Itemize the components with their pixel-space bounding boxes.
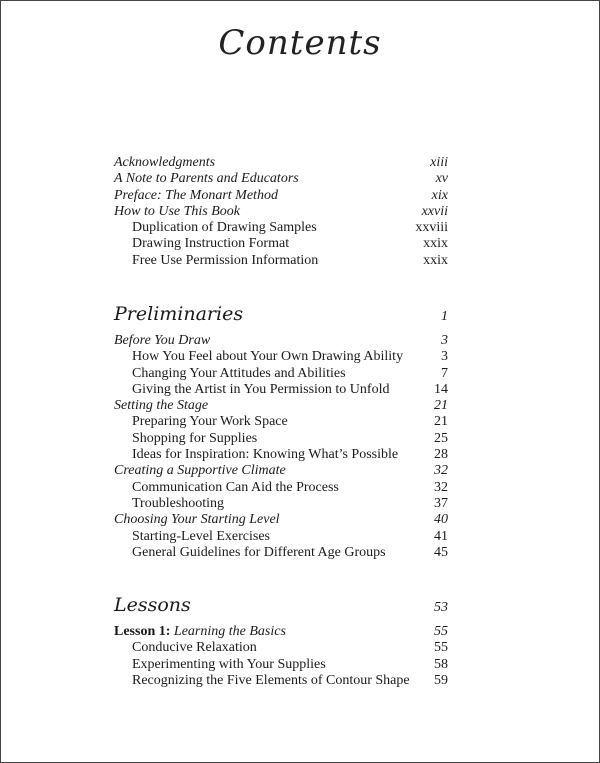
entry-label: Experimenting with Your Supplies	[132, 656, 326, 672]
entry-label: How You Feel about Your Own Drawing Ability	[132, 349, 404, 365]
entry-page: 40	[434, 512, 448, 528]
entry-page: 21	[434, 398, 448, 414]
entry-label: Giving the Artist in You Permission to Unfold	[132, 381, 390, 397]
entry-label: Drawing Instruction Format	[132, 236, 290, 252]
toc-entry	[114, 333, 448, 349]
entry-label: How to Use This Book	[114, 203, 240, 219]
entry-label: Choosing Your Starting Level	[114, 512, 280, 528]
toc-subentry	[114, 414, 448, 430]
entry-page: xxix	[423, 252, 448, 268]
entry-label: Conducive Relaxation	[132, 640, 257, 656]
entry-label: Recognizing the Five Elements of Contour Shape	[132, 672, 410, 688]
toc-subentry	[114, 382, 448, 398]
entry-page: xxvii	[421, 203, 448, 219]
toc-entry	[114, 512, 448, 528]
entry-label: A Note to Parents and Educators	[114, 171, 299, 187]
entry-page: 32	[434, 463, 448, 479]
entry-label: Preparing Your Work Space	[132, 414, 288, 430]
toc-subentry	[114, 366, 448, 382]
toc-subentry	[114, 480, 448, 496]
toc-entry-lesson	[114, 624, 448, 640]
entry-page: 32	[434, 479, 448, 495]
toc-subentry	[114, 640, 448, 656]
entry-page: 59	[434, 672, 448, 688]
entry-page: 28	[434, 447, 448, 463]
toc-subentry	[114, 253, 448, 269]
toc-subentry	[114, 349, 448, 365]
preliminaries-list	[114, 333, 448, 561]
entry-label: General Guidelines for Different Age Groups	[132, 544, 386, 560]
entry-page: 3	[441, 349, 448, 365]
entry-page: 21	[434, 414, 448, 430]
entry-page: xxix	[423, 236, 448, 252]
toc-subentry	[114, 496, 448, 512]
toc-entry	[114, 155, 448, 171]
entry-label: Starting-Level Exercises	[132, 528, 271, 544]
entry-label: Ideas for Inspiration: Knowing What’s Possible	[132, 447, 399, 463]
section-page: 53	[434, 600, 448, 615]
toc-entry	[114, 204, 448, 220]
toc-subentry	[114, 431, 448, 447]
entry-label: Shopping for Supplies	[132, 430, 258, 446]
entry-page: xix	[431, 187, 448, 203]
entry-page: xiii	[430, 155, 448, 170]
toc-subentry	[114, 545, 448, 561]
entry-label: Changing Your Attitudes and Abilities	[132, 365, 346, 381]
toc-entry	[114, 398, 448, 414]
toc-subentry	[114, 673, 448, 689]
entry-page: 25	[434, 430, 448, 446]
entry-label: Setting the Stage	[114, 398, 209, 414]
front-matter-list	[114, 155, 448, 269]
section-title: Preliminaries	[114, 303, 244, 325]
section-heading	[114, 303, 448, 329]
entry-label: Preface: The Monart Method	[114, 187, 278, 203]
toc-entry	[114, 463, 448, 479]
entry-page: 7	[441, 365, 448, 381]
toc-subentry	[114, 529, 448, 545]
entry-page: 58	[434, 656, 448, 672]
lesson-prefix: Lesson 1:	[114, 624, 171, 639]
toc-subentry	[114, 220, 448, 236]
lesson-title: Learning the Basics	[173, 624, 286, 639]
entry-label: Free Use Permission Information	[132, 252, 319, 268]
entry-label: Duplication of Drawing Samples	[132, 220, 317, 236]
section-heading	[114, 594, 448, 620]
entry-page: 14	[434, 381, 448, 397]
lessons-section	[114, 594, 448, 620]
preliminaries-section	[114, 303, 448, 329]
toc-subentry	[114, 657, 448, 673]
toc-subentry	[114, 447, 448, 463]
entry-page: xv	[435, 171, 448, 187]
entry-page: 55	[434, 624, 448, 639]
entry-label: Creating a Supportive Climate	[114, 463, 286, 479]
entry-page: 45	[434, 544, 448, 560]
entry-label	[114, 624, 286, 640]
entry-label: Troubleshooting	[132, 495, 225, 511]
toc-entry	[114, 188, 448, 204]
entry-label: Before You Draw	[114, 333, 211, 348]
entry-page: xxviii	[415, 220, 448, 236]
entry-page: 41	[434, 528, 448, 544]
toc-entry	[114, 171, 448, 187]
entry-page: 37	[434, 495, 448, 511]
lessons-list	[114, 624, 448, 689]
entry-label: Communication Can Aid the Process	[132, 479, 339, 495]
entry-page: 3	[441, 333, 448, 348]
section-title: Lessons	[114, 594, 191, 616]
toc-subentry	[114, 236, 448, 252]
entry-page: 55	[434, 640, 448, 656]
entry-label: Acknowledgments	[114, 155, 216, 170]
page-title: Contents	[218, 23, 382, 63]
section-page: 1	[441, 309, 448, 324]
